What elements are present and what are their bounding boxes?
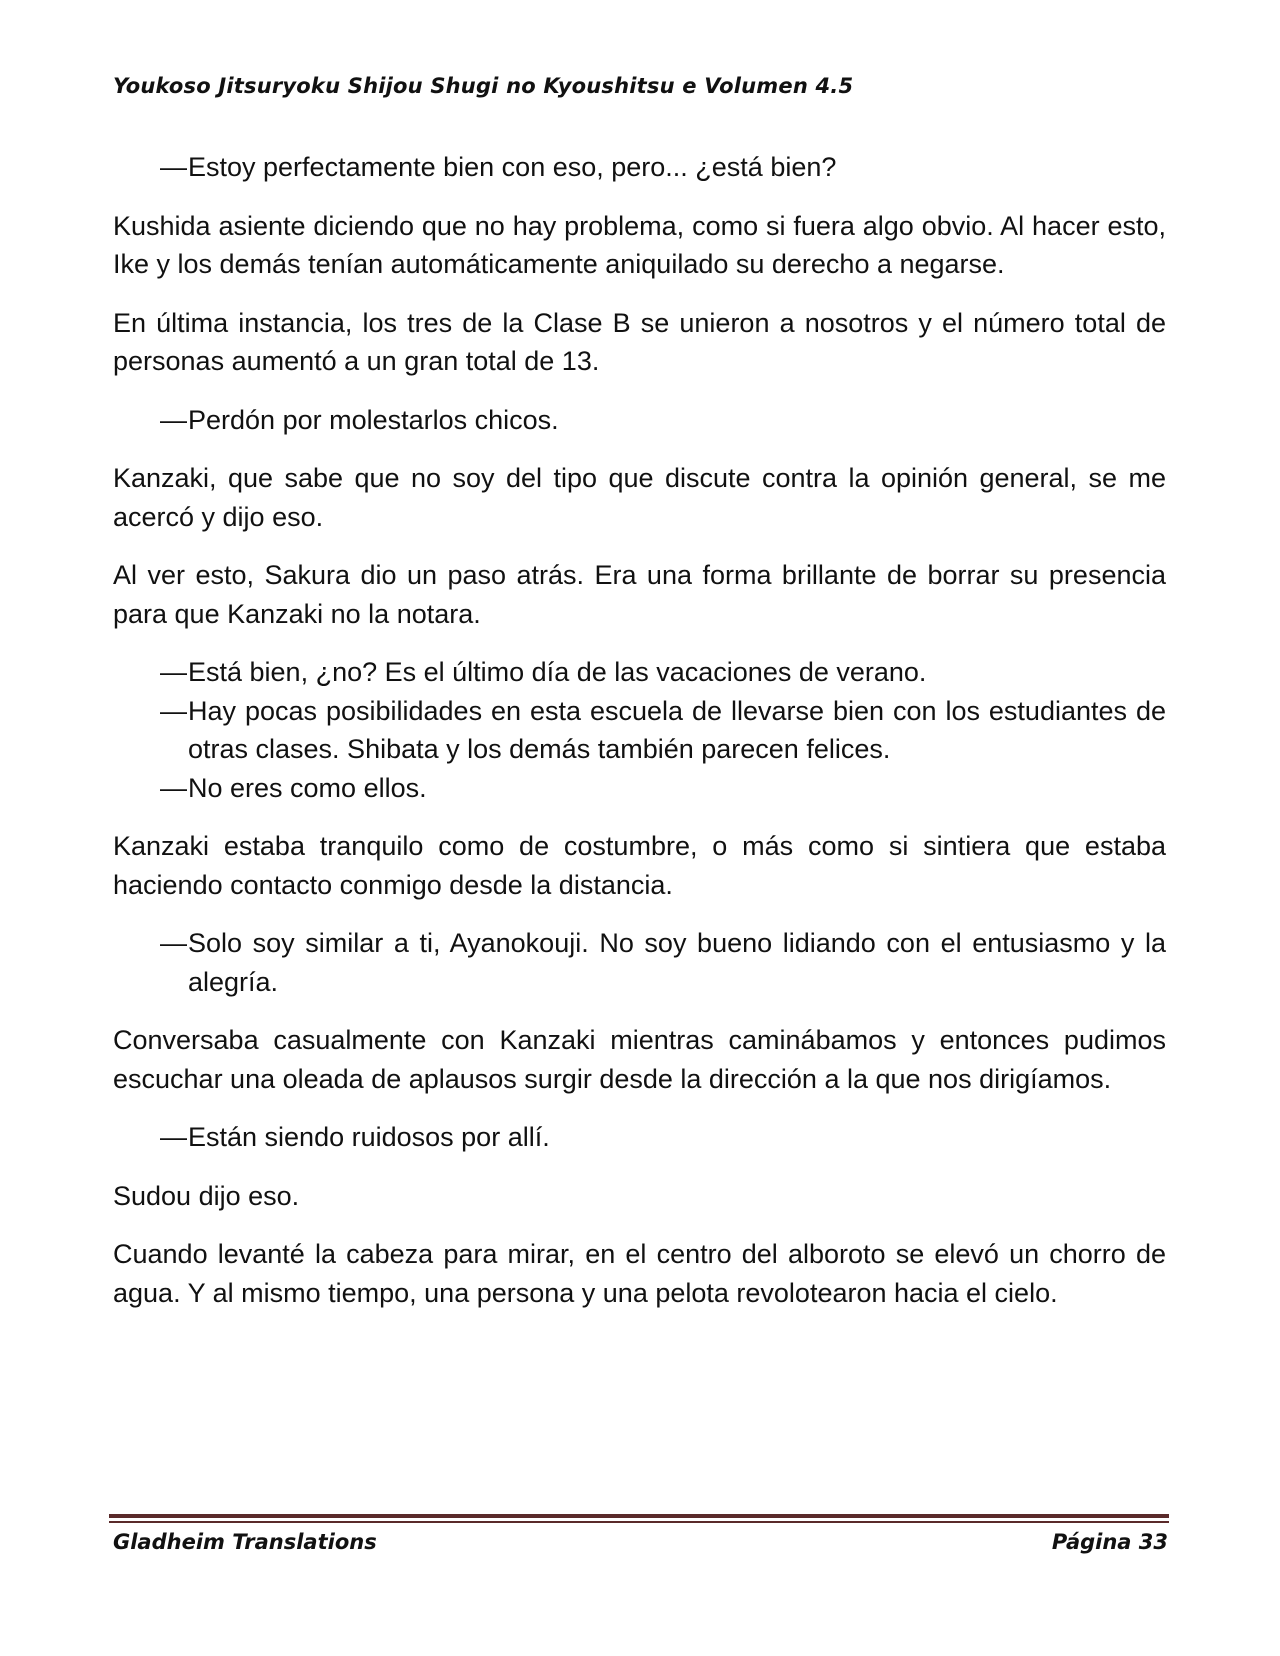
dialogue-block — [113, 653, 1166, 807]
dialogue-text: Estoy perfectamente bien con eso, pero... ¿está bien? — [188, 152, 837, 182]
em-dash — [113, 148, 188, 187]
dialogue-block — [113, 1118, 1166, 1157]
paragraph: Kanzaki estaba tranquilo como de costumbre, o más como si sintiera que estaba haciendo contacto conmigo desde la distancia. — [113, 831, 1166, 900]
em-dash — [113, 401, 188, 440]
paragraph: Cuando levanté la cabeza para mirar, en el centro del alboroto se elevó un chorro de agua. Y al mismo tiempo, una persona y una pelota revolotearon hacia el cielo. — [113, 1239, 1166, 1308]
page-header-title: Youkoso Jitsuryoku Shijou Shugi no Kyoushitsu e Volumen 4.5 — [113, 74, 854, 98]
paragraph: Kushida asiente diciendo que no hay problema, como si fuera algo obvio. Al hacer esto, Ike y los demás tenían automáticamente aniquilado su derecho a negarse. — [113, 210, 1166, 279]
dialogue-block — [113, 401, 1166, 440]
dialogue-line — [113, 401, 1166, 440]
dialogue-line — [113, 769, 1166, 808]
dialogue-line — [113, 924, 1166, 1001]
em-dash — [113, 653, 188, 692]
page-body — [113, 148, 1166, 1332]
dialogue-line — [113, 653, 1166, 692]
dialogue-text: Están siendo ruidosos por allí. — [188, 1122, 550, 1152]
footer-translator: Gladheim Translations — [113, 1530, 377, 1554]
em-dash — [113, 769, 188, 808]
footer-divider-thin — [109, 1521, 1169, 1523]
dialogue-text: Perdón por molestarlos chicos. — [188, 404, 559, 435]
paragraph: Al ver esto, Sakura dio un paso atrás. Era una forma brillante de borrar su presencia para que Kanzaki no la notara. — [113, 560, 1166, 629]
paragraph: Sudou dijo eso. — [113, 1180, 300, 1211]
dialogue-text: No eres como ellos. — [188, 772, 427, 803]
footer-page-number: Página 33 — [1051, 1530, 1168, 1554]
dialogue-block — [113, 148, 1166, 187]
paragraph: Conversaba casualmente con Kanzaki mientras caminábamos y entonces pudimos escuchar una oleada de aplausos surgir desde la dirección a la que nos dirigíamos. — [113, 1025, 1166, 1094]
em-dash — [113, 692, 188, 731]
em-dash — [113, 1118, 188, 1157]
dialogue-text: Está bien, ¿no? Es el último día de las vacaciones de verano. — [188, 657, 927, 687]
paragraph: En última instancia, los tres de la Clase B se unieron a nosotros y el número total de personas aumentó a un gran total de 13. — [113, 307, 1166, 376]
paragraph: Kanzaki, que sabe que no soy del tipo que discute contra la opinión general, se me acercó y dijo eso. — [113, 463, 1166, 532]
dialogue-block — [113, 924, 1166, 1001]
dialogue-text: Hay pocas posibilidades en esta escuela de llevarse bien con los estudiantes de otras clases. Shibata y los demás también parecen felices. — [188, 695, 1166, 764]
dialogue-line — [113, 148, 1166, 187]
dialogue-text: Solo soy similar a ti, Ayanokouji. No soy bueno lidiando con el entusiasmo y la alegría. — [188, 928, 1166, 997]
dialogue-line — [113, 1118, 1166, 1157]
dialogue-line — [113, 692, 1166, 769]
footer-divider — [109, 1514, 1169, 1518]
em-dash — [113, 924, 188, 963]
